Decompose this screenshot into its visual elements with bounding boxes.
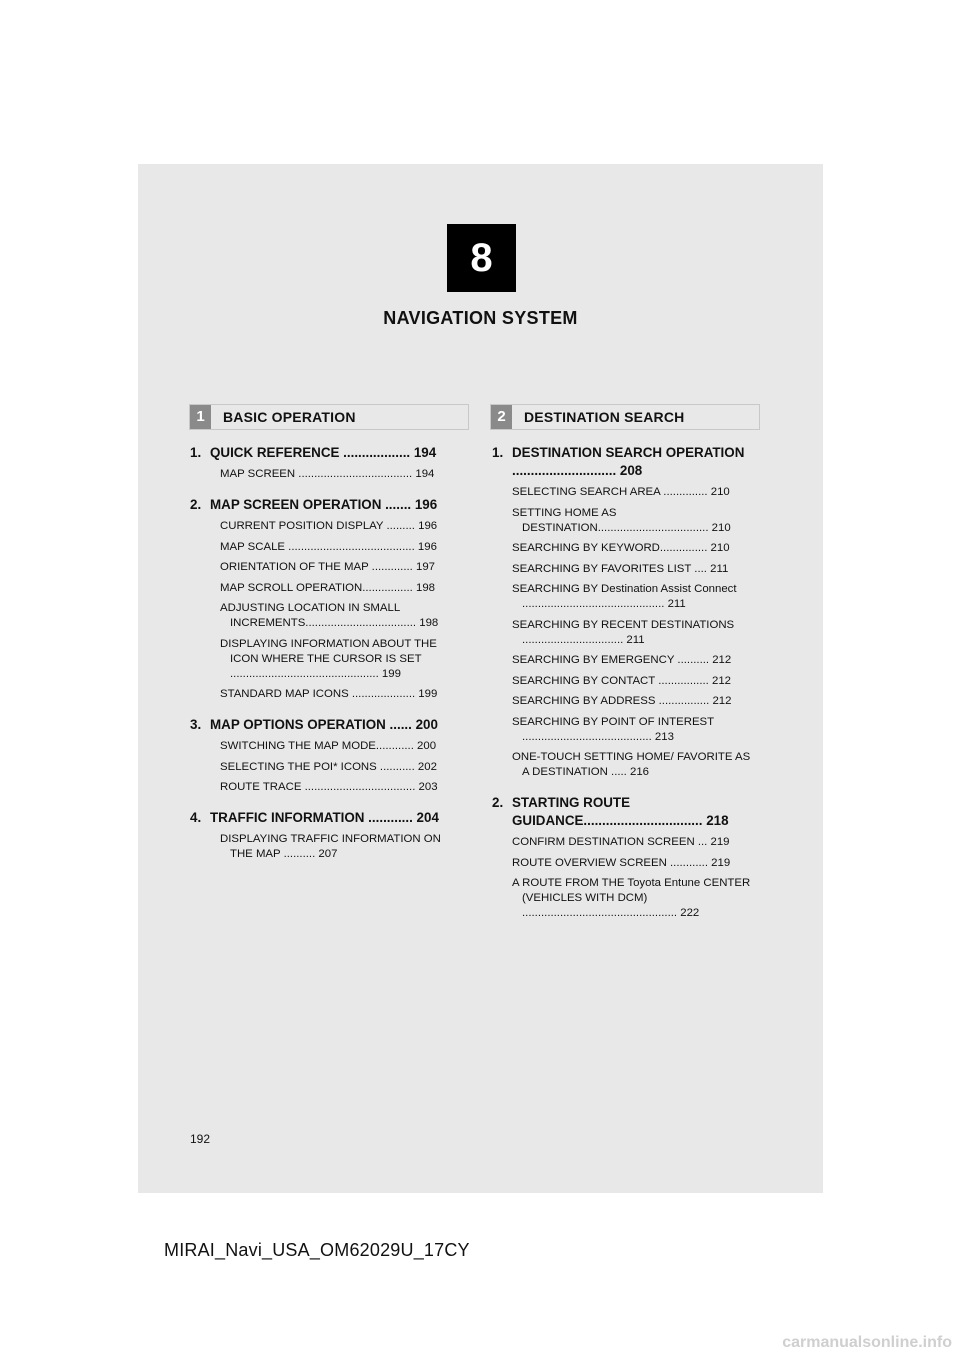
toc-sub-entry[interactable]: MAP SCREEN .................................... 194 [220, 468, 435, 480]
section-header-basic-operation [189, 404, 469, 430]
section-title: DESTINATION SEARCH [524, 409, 685, 425]
toc-sub-entry[interactable]: SEARCHING BY POINT OF INTEREST ......................................... 213 [512, 715, 714, 743]
toc-sub-entry[interactable]: SEARCHING BY RECENT DESTINATIONS ................................ 211 [512, 618, 735, 646]
toc-sub-entry[interactable]: SEARCHING BY CONTACT ................ 212 [512, 674, 732, 687]
page-number: 192 [190, 1132, 211, 1146]
toc-entry-title: MAP OPTIONS OPERATION ...... 200 [210, 717, 438, 732]
toc-sub-list [512, 485, 758, 780]
toc-sub-entry[interactable]: STANDARD MAP ICONS .................... 199 [220, 688, 438, 700]
toc-sub-entry[interactable]: MAP SCALE ........................................ 196 [220, 540, 437, 553]
toc-sub-entry[interactable]: DISPLAYING INFORMATION ABOUT THE ICON WHERE THE CURSOR IS SET ............................................... 199 [220, 637, 437, 680]
toc-entry-map-screen-operation[interactable] [190, 496, 466, 514]
toc-entry-traffic-information[interactable] [190, 809, 466, 827]
toc-group [492, 794, 758, 921]
toc-sub-entry[interactable]: SEARCHING BY EMERGENCY .......... 212 [512, 654, 732, 666]
toc-entry-quick-reference[interactable] [190, 444, 466, 462]
toc-sub-entry[interactable]: SWITCHING THE MAP MODE............ 200 [220, 740, 437, 752]
toc-sub-entry[interactable]: SETTING HOME AS DESTINATION................................... 210 [512, 506, 731, 534]
toc-entry-number: 2. [492, 795, 504, 810]
toc-column-right [492, 444, 758, 927]
toc-sub-entry[interactable]: SEARCHING BY FAVORITES LIST .... 211 [512, 562, 729, 575]
section-title: BASIC OPERATION [223, 409, 356, 425]
toc-sub-list [220, 832, 466, 862]
chapter-title: NAVIGATION SYSTEM [383, 308, 578, 328]
toc-sub-entry[interactable]: ROUTE OVERVIEW SCREEN ............ 219 [512, 856, 731, 869]
toc-sub-entry[interactable]: SEARCHING BY Destination Assist Connect ............................................. 211 [512, 583, 737, 610]
toc-entry-title: DESTINATION SEARCH OPERATION ............................ 208 [512, 445, 745, 478]
toc-entry-number: 3. [190, 717, 202, 732]
section-header-destination-search [490, 404, 760, 430]
watermark-text: carmanualsonline.info [782, 1334, 952, 1351]
toc-sub-entry[interactable]: SELECTING SEARCH AREA .............. 210 [512, 486, 730, 498]
toc-sub-list [220, 739, 466, 795]
section-number-badge: 1 [190, 405, 211, 429]
toc-entry-title: QUICK REFERENCE .................. 194 [210, 445, 437, 460]
toc-sub-list [220, 467, 466, 482]
toc-entry-number: 1. [190, 445, 202, 460]
toc-sub-list [512, 835, 758, 921]
toc-group [190, 809, 466, 862]
toc-sub-entry[interactable]: SELECTING THE POI* ICONS ........... 202 [220, 760, 437, 773]
toc-entry-destination-search-operation[interactable] [492, 444, 758, 480]
chapter-number-badge: 8 [447, 224, 516, 292]
toc-group [492, 444, 758, 780]
toc-entry-map-options-operation[interactable] [190, 716, 466, 734]
toc-group [190, 716, 466, 795]
toc-entry-title: STARTING ROUTE GUIDANCE................................ 218 [512, 795, 729, 828]
toc-sub-list [220, 519, 466, 702]
section-number-badge: 2 [491, 405, 512, 429]
toc-entry-title: MAP SCREEN OPERATION ....... 196 [210, 497, 438, 512]
toc-sub-entry[interactable]: ONE-TOUCH SETTING HOME/ FAVORITE AS A DESTINATION ..... 216 [512, 751, 751, 778]
toc-sub-entry[interactable]: CURRENT POSITION DISPLAY ......... 196 [220, 520, 438, 532]
toc-group [190, 444, 466, 482]
toc-entry-number: 4. [190, 810, 202, 825]
toc-column-left [190, 444, 466, 868]
document-code-footer: MIRAI_Navi_USA_OM62029U_17CY [164, 1240, 470, 1260]
toc-sub-entry[interactable]: SEARCHING BY ADDRESS ................ 212 [512, 695, 732, 707]
toc-sub-entry[interactable]: CONFIRM DESTINATION SCREEN ... 219 [512, 836, 730, 848]
toc-sub-entry[interactable]: ROUTE TRACE ................................... 203 [220, 781, 438, 793]
toc-sub-entry[interactable]: ADJUSTING LOCATION IN SMALL INCREMENTS................................... 198 [220, 602, 439, 629]
toc-entry-number: 1. [492, 445, 504, 460]
toc-entry-title: TRAFFIC INFORMATION ............ 204 [210, 810, 439, 825]
toc-group [190, 496, 466, 702]
toc-entry-starting-route-guidance[interactable] [492, 794, 758, 830]
toc-entry-number: 2. [190, 497, 202, 512]
toc-sub-entry[interactable]: SEARCHING BY KEYWORD............... 210 [512, 542, 730, 554]
toc-sub-entry[interactable]: ORIENTATION OF THE MAP ............. 197 [220, 561, 435, 573]
toc-sub-entry[interactable]: DISPLAYING TRAFFIC INFORMATION ON THE MAP .......... 207 [220, 833, 441, 860]
toc-sub-entry[interactable]: MAP SCROLL OPERATION................ 198 [220, 581, 436, 594]
toc-sub-entry[interactable]: A ROUTE FROM THE Toyota Entune CENTER (VEHICLES WITH DCM) ................................................. 222 [512, 877, 751, 919]
